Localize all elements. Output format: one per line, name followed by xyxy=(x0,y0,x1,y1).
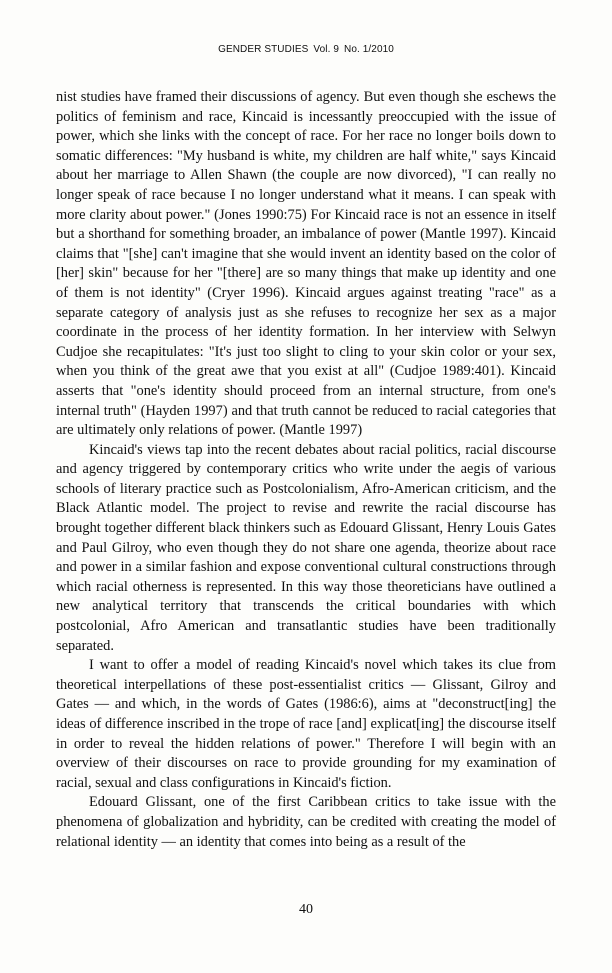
paragraph-continued: nist studies have framed their discussions of agency. But even though she eschews the politics of feminism and race, Kincaid is incessantly preoccupied with the issue of power, which she links with the concept of race. For her race no longer boils down to somatic differences: "My husband is white, my children are half white," says Kincaid about her marriage to Allen Shawn (the couple are now divorced), "I can really no longer speak of race because I no longer understand what it means. I can speak with more clarity about power." (Jones 1990:75) For Kincaid race is not an essence in itself but a shorthand for something broader, an imbalance of power (Mantle 1997). Kincaid claims that "[she] can't imagine that she would invent an identity based on the color of [her] skin" because for her "[there] are so many things that make up identity and one of them is not identity" (Cryer 1996). Kincaid argues against treating "race" as a separate category of analysis just as she refuses to recognize her sex as a major coordinate in the process of her identity formation. In her interview with Selwyn Cudjoe she recapitulates: "It's just too slight to cling to your skin color or your sex, when you think of the great awe that you exist at all" (Cudjoe 1989:401). Kincaid asserts that "one's identity should proceed from an internal structure, from one's internal truth" (Hayden 1997) and that truth cannot be reduced to racial categories that are ultimately only relations of power. (Mantle 1997) xyxy=(56,89,556,439)
paragraph: Kincaid's views tap into the recent debates about racial politics, racial discourse and agency triggered by contemporary critics who write under the aegis of various schools of literary practice such as Postcolonialism, Afro-American criticism, and the Black Atlantic model. The project to revise and rewrite the racial discourse has brought together different black thinkers such as Edouard Glissant, Henry Louis Gates and Paul Gilroy, who even though they do not share one agenda, theorize about race and power in a similar fashion and expose conventional cultural constructions through which racial otherness is represented. In this way those theoreticians have outlined a new analytical territory that transcends the critical boundaries with which postcolonial, Afro American and transatlantic studies have been traditionally separated. xyxy=(56,441,556,654)
paragraph: I want to offer a model of reading Kincaid's novel which takes its clue from theoretical interpellations of these post-essentialist critics — Glissant, Gilroy and Gates — and which, in the words of Gates (1986:6), aims at "deconstruct[ing] the ideas of difference inscribed in the trope of race [and] explicat[ing] the discourse itself in order to reveal the hidden relations of power." Therefore I will begin with an overview of their discourses on race to provide grounding for my examination of racial, sexual and class configurations in Kincaid's fiction. xyxy=(56,657,556,791)
journal-volume: Vol. 9 xyxy=(313,44,339,55)
running-header xyxy=(0,44,612,55)
page-number: 40 xyxy=(299,902,313,917)
article-body xyxy=(56,88,556,852)
paragraph: Edouard Glissant, one of the first Caribbean critics to take issue with the phenomena of globalization and hybridity, can be credited with creating the model of relational identity — an identity that comes into being as a result of the xyxy=(56,794,556,850)
journal-title: GENDER STUDIES xyxy=(218,44,309,55)
journal-issue: No. 1/2010 xyxy=(344,44,394,55)
